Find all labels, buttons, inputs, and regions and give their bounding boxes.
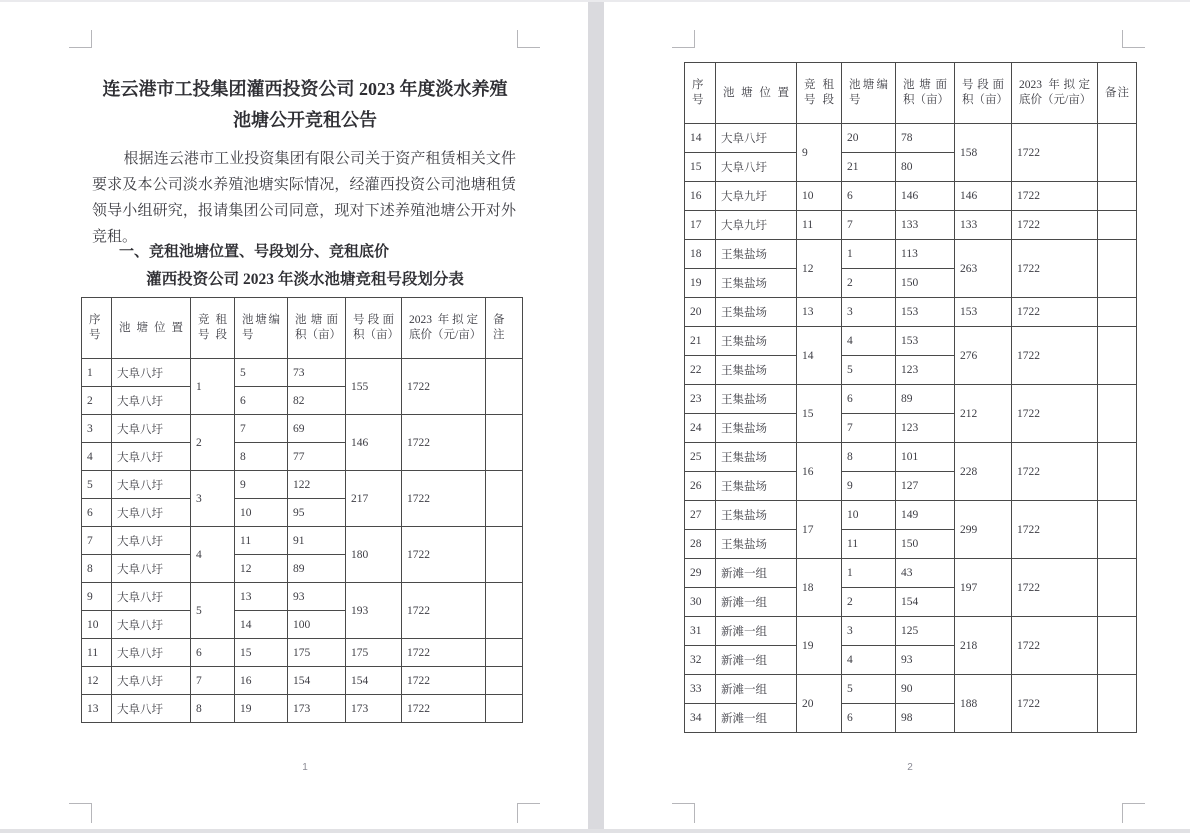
cell-pond-location: 新滩一组 xyxy=(716,646,797,675)
cell-pond-number: 8 xyxy=(842,443,896,472)
cell-pond-area: 91 xyxy=(288,527,346,555)
cell-pond-location: 王集盐场 xyxy=(716,356,797,385)
crop-mark-page2-bottom-right xyxy=(1122,803,1145,823)
cell-serial-number: 17 xyxy=(685,211,716,240)
cell-segment-area: 217 xyxy=(346,471,402,527)
cell-pond-area: 69 xyxy=(288,415,346,443)
cell-serial-number: 10 xyxy=(82,611,112,639)
table-row xyxy=(685,501,1137,530)
cell-segment-area: 197 xyxy=(955,559,1012,617)
cell-segment-area: 180 xyxy=(346,527,402,583)
pond-table-page1 xyxy=(81,297,523,723)
cell-pond-number: 7 xyxy=(842,211,896,240)
crop-mark-page2-bottom-left xyxy=(672,803,695,823)
cell-serial-number: 25 xyxy=(685,443,716,472)
cell-pond-number: 3 xyxy=(842,617,896,646)
cell-pond-location: 大阜八圩 xyxy=(112,359,191,387)
cell-base-price: 1722 xyxy=(1012,211,1098,240)
cell-bid-segment: 20 xyxy=(797,675,842,733)
cell-serial-number: 23 xyxy=(685,385,716,414)
cell-pond-number: 9 xyxy=(842,472,896,501)
cell-base-price: 1722 xyxy=(1012,327,1098,385)
cell-pond-location: 大阜八圩 xyxy=(716,124,797,153)
cell-serial-number: 24 xyxy=(685,414,716,443)
table-row xyxy=(82,667,523,695)
cell-pond-area: 127 xyxy=(896,472,955,501)
cell-pond-area: 43 xyxy=(896,559,955,588)
page-number-1: 1 xyxy=(302,762,308,773)
cell-pond-location: 王集盐场 xyxy=(716,385,797,414)
cell-pond-location: 大阜九圩 xyxy=(716,182,797,211)
cell-note xyxy=(1098,211,1137,240)
cell-pond-location: 大阜八圩 xyxy=(112,611,191,639)
table-row xyxy=(82,583,523,611)
cell-pond-area: 89 xyxy=(288,555,346,583)
cell-pond-area: 125 xyxy=(896,617,955,646)
cell-serial-number: 27 xyxy=(685,501,716,530)
crop-mark-page1-top-left xyxy=(69,30,92,48)
cell-segment-area: 146 xyxy=(346,415,402,471)
cell-base-price: 1722 xyxy=(1012,501,1098,559)
cell-pond-number: 7 xyxy=(842,414,896,443)
cell-pond-location: 大阜八圩 xyxy=(112,639,191,667)
cell-pond-location: 大阜八圩 xyxy=(112,695,191,723)
cell-pond-number: 5 xyxy=(842,675,896,704)
cell-serial-number: 34 xyxy=(685,704,716,733)
cell-bid-segment: 6 xyxy=(191,639,235,667)
cell-segment-area: 175 xyxy=(346,639,402,667)
cell-pond-number: 7 xyxy=(235,415,288,443)
cell-note xyxy=(486,667,523,695)
table-row xyxy=(82,359,523,387)
cell-bid-segment: 14 xyxy=(797,327,842,385)
table-row xyxy=(685,124,1137,153)
table-header-cell: 竞租号段 xyxy=(191,298,235,359)
cell-note xyxy=(1098,501,1137,559)
cell-pond-number: 2 xyxy=(842,269,896,298)
cell-pond-area: 95 xyxy=(288,499,346,527)
crop-mark-page2-top-right xyxy=(1122,30,1145,48)
cell-serial-number: 26 xyxy=(685,472,716,501)
cell-note xyxy=(1098,182,1137,211)
cell-pond-number: 21 xyxy=(842,153,896,182)
cell-pond-location: 王集盐场 xyxy=(716,472,797,501)
cell-pond-number: 11 xyxy=(235,527,288,555)
page-number-2: 2 xyxy=(907,762,913,773)
cell-segment-area: 133 xyxy=(955,211,1012,240)
table-header-cell: 池塘编号 xyxy=(235,298,288,359)
cell-pond-area: 101 xyxy=(896,443,955,472)
cell-pond-area: 133 xyxy=(896,211,955,240)
cell-pond-area: 77 xyxy=(288,443,346,471)
cell-base-price: 1722 xyxy=(402,695,486,723)
cell-note xyxy=(1098,298,1137,327)
cell-serial-number: 6 xyxy=(82,499,112,527)
cell-bid-segment: 19 xyxy=(797,617,842,675)
cell-base-price: 1722 xyxy=(402,639,486,667)
cell-pond-location: 王集盐场 xyxy=(716,298,797,327)
viewer-top-edge xyxy=(0,0,1190,2)
cell-pond-number: 10 xyxy=(235,499,288,527)
cell-serial-number: 19 xyxy=(685,269,716,298)
cell-note xyxy=(1098,124,1137,182)
cell-segment-area: 155 xyxy=(346,359,402,415)
cell-pond-area: 154 xyxy=(288,667,346,695)
cell-bid-segment: 3 xyxy=(191,471,235,527)
cell-segment-area: 158 xyxy=(955,124,1012,182)
cell-pond-area: 149 xyxy=(896,501,955,530)
table-header-cell: 备注 xyxy=(486,298,523,359)
cell-note xyxy=(1098,675,1137,733)
cell-bid-segment: 15 xyxy=(797,385,842,443)
cell-serial-number: 31 xyxy=(685,617,716,646)
cell-serial-number: 21 xyxy=(685,327,716,356)
table-row xyxy=(685,617,1137,646)
cell-bid-segment: 13 xyxy=(797,298,842,327)
cell-pond-area: 73 xyxy=(288,359,346,387)
cell-base-price: 1722 xyxy=(1012,182,1098,211)
table-row xyxy=(685,675,1137,704)
cell-note xyxy=(1098,617,1137,675)
cell-bid-segment: 10 xyxy=(797,182,842,211)
cell-serial-number: 9 xyxy=(82,583,112,611)
table-header-cell: 池塘位置 xyxy=(112,298,191,359)
cell-serial-number: 11 xyxy=(82,639,112,667)
cell-segment-area: 154 xyxy=(346,667,402,695)
table-row xyxy=(685,240,1137,269)
table-row xyxy=(685,211,1137,240)
cell-pond-area: 150 xyxy=(896,530,955,559)
cell-pond-area: 90 xyxy=(896,675,955,704)
cell-base-price: 1722 xyxy=(402,527,486,583)
cell-pond-area: 146 xyxy=(896,182,955,211)
cell-serial-number: 4 xyxy=(82,443,112,471)
table-row xyxy=(82,639,523,667)
table-header-row xyxy=(685,63,1137,124)
cell-segment-area: 212 xyxy=(955,385,1012,443)
cell-pond-location: 王集盐场 xyxy=(716,327,797,356)
cell-pond-location: 新滩一组 xyxy=(716,675,797,704)
cell-bid-segment: 11 xyxy=(797,211,842,240)
cell-segment-area: 188 xyxy=(955,675,1012,733)
cell-serial-number: 22 xyxy=(685,356,716,385)
cell-pond-area: 123 xyxy=(896,414,955,443)
cell-pond-area: 175 xyxy=(288,639,346,667)
cell-serial-number: 32 xyxy=(685,646,716,675)
document-title xyxy=(92,74,518,136)
cell-pond-number: 1 xyxy=(842,240,896,269)
cell-base-price: 1722 xyxy=(1012,124,1098,182)
cell-pond-location: 新滩一组 xyxy=(716,588,797,617)
cell-pond-number: 13 xyxy=(235,583,288,611)
cell-pond-area: 123 xyxy=(896,356,955,385)
cell-serial-number: 18 xyxy=(685,240,716,269)
cell-pond-number: 19 xyxy=(235,695,288,723)
cell-pond-location: 大阜八圩 xyxy=(112,499,191,527)
cell-serial-number: 20 xyxy=(685,298,716,327)
cell-pond-area: 80 xyxy=(896,153,955,182)
cell-pond-number: 5 xyxy=(842,356,896,385)
cell-segment-area: 153 xyxy=(955,298,1012,327)
cell-pond-location: 王集盐场 xyxy=(716,501,797,530)
cell-bid-segment: 5 xyxy=(191,583,235,639)
cell-base-price: 1722 xyxy=(1012,385,1098,443)
table-header-cell: 2023 年拟定底价（元/亩） xyxy=(1012,63,1098,124)
table-title: 灌西投资公司 2023 年淡水池塘竞租号段划分表 xyxy=(146,271,464,288)
table-header-cell: 竞租号段 xyxy=(797,63,842,124)
cell-bid-segment: 8 xyxy=(191,695,235,723)
cell-pond-area: 93 xyxy=(288,583,346,611)
cell-pond-number: 4 xyxy=(842,327,896,356)
cell-pond-number: 6 xyxy=(842,385,896,414)
cell-pond-number: 14 xyxy=(235,611,288,639)
cell-note xyxy=(486,471,523,527)
table-row xyxy=(685,182,1137,211)
cell-pond-number: 16 xyxy=(235,667,288,695)
cell-base-price: 1722 xyxy=(402,359,486,415)
cell-pond-area: 93 xyxy=(896,646,955,675)
cell-bid-segment: 2 xyxy=(191,415,235,471)
cell-base-price: 1722 xyxy=(1012,298,1098,327)
cell-base-price: 1722 xyxy=(402,471,486,527)
table-header-cell: 序号 xyxy=(82,298,112,359)
cell-pond-area: 98 xyxy=(896,704,955,733)
cell-serial-number: 3 xyxy=(82,415,112,443)
cell-pond-location: 新滩一组 xyxy=(716,617,797,646)
cell-pond-number: 6 xyxy=(842,704,896,733)
cell-bid-segment: 4 xyxy=(191,527,235,583)
crop-mark-page1-top-right xyxy=(517,30,540,48)
cell-note xyxy=(1098,240,1137,298)
cell-pond-number: 12 xyxy=(235,555,288,583)
cell-pond-area: 154 xyxy=(896,588,955,617)
cell-segment-area: 276 xyxy=(955,327,1012,385)
cell-base-price: 1722 xyxy=(1012,240,1098,298)
cell-pond-area: 100 xyxy=(288,611,346,639)
cell-serial-number: 14 xyxy=(685,124,716,153)
table-row xyxy=(82,415,523,443)
cell-segment-area: 173 xyxy=(346,695,402,723)
cell-serial-number: 29 xyxy=(685,559,716,588)
intro-paragraph: 根据连云港市工业投资集团有限公司关于资产租赁相关文件要求及本公司淡水养殖池塘实际情况，经灌西投资公司池塘租赁领导小组研究，报请集团公司同意，现对下述养殖池塘公开对外竞租。 xyxy=(92,151,516,245)
table-row xyxy=(685,327,1137,356)
cell-base-price: 1722 xyxy=(1012,559,1098,617)
table-header-cell: 池塘位置 xyxy=(716,63,797,124)
cell-base-price: 1722 xyxy=(1012,443,1098,501)
cell-pond-number: 8 xyxy=(235,443,288,471)
cell-base-price: 1722 xyxy=(402,667,486,695)
cell-serial-number: 30 xyxy=(685,588,716,617)
cell-pond-number: 3 xyxy=(842,298,896,327)
cell-pond-location: 大阜八圩 xyxy=(112,415,191,443)
crop-mark-page1-bottom-right xyxy=(517,803,540,823)
table-header-cell: 号段面积（亩） xyxy=(346,298,402,359)
table-row xyxy=(685,298,1137,327)
cell-pond-location: 大阜八圩 xyxy=(112,667,191,695)
cell-pond-number: 2 xyxy=(842,588,896,617)
cell-note xyxy=(1098,559,1137,617)
cell-pond-location: 大阜九圩 xyxy=(716,211,797,240)
cell-base-price: 1722 xyxy=(1012,675,1098,733)
table-header-cell: 池塘编号 xyxy=(842,63,896,124)
cell-pond-number: 11 xyxy=(842,530,896,559)
cell-serial-number: 7 xyxy=(82,527,112,555)
cell-pond-location: 大阜八圩 xyxy=(112,583,191,611)
cell-pond-area: 150 xyxy=(896,269,955,298)
cell-serial-number: 15 xyxy=(685,153,716,182)
cell-pond-number: 5 xyxy=(235,359,288,387)
table-row xyxy=(685,385,1137,414)
table-header-cell: 号段面积（亩） xyxy=(955,63,1012,124)
cell-pond-location: 大阜八圩 xyxy=(112,443,191,471)
cell-bid-segment: 18 xyxy=(797,559,842,617)
cell-serial-number: 33 xyxy=(685,675,716,704)
cell-note xyxy=(1098,385,1137,443)
crop-mark-page2-top-left xyxy=(672,30,695,48)
cell-segment-area: 228 xyxy=(955,443,1012,501)
table-row xyxy=(82,471,523,499)
cell-pond-area: 78 xyxy=(896,124,955,153)
cell-pond-area: 113 xyxy=(896,240,955,269)
cell-note xyxy=(486,583,523,639)
document-title-line1: 连云港市工投集团灌西投资公司 2023 年度淡水养殖 xyxy=(102,79,508,99)
cell-base-price: 1722 xyxy=(402,583,486,639)
cell-segment-area: 299 xyxy=(955,501,1012,559)
table-row xyxy=(685,559,1137,588)
cell-serial-number: 16 xyxy=(685,182,716,211)
cell-bid-segment: 9 xyxy=(797,124,842,182)
cell-bid-segment: 12 xyxy=(797,240,842,298)
cell-pond-number: 10 xyxy=(842,501,896,530)
cell-pond-location: 王集盐场 xyxy=(716,530,797,559)
cell-pond-location: 王集盐场 xyxy=(716,443,797,472)
cell-bid-segment: 17 xyxy=(797,501,842,559)
cell-base-price: 1722 xyxy=(402,415,486,471)
cell-pond-number: 1 xyxy=(842,559,896,588)
cell-pond-area: 173 xyxy=(288,695,346,723)
cell-pond-area: 122 xyxy=(288,471,346,499)
table-row xyxy=(82,527,523,555)
cell-pond-number: 6 xyxy=(235,387,288,415)
page-gap-divider xyxy=(588,0,604,833)
table-row xyxy=(685,443,1137,472)
cell-note xyxy=(486,359,523,415)
document-title-line2: 池塘公开竞租公告 xyxy=(233,110,377,130)
crop-mark-page1-bottom-left xyxy=(69,803,92,823)
viewer-bottom-edge xyxy=(0,829,1190,833)
cell-bid-segment: 7 xyxy=(191,667,235,695)
cell-pond-area: 82 xyxy=(288,387,346,415)
cell-segment-area: 263 xyxy=(955,240,1012,298)
cell-base-price: 1722 xyxy=(1012,617,1098,675)
cell-pond-area: 153 xyxy=(896,298,955,327)
cell-serial-number: 5 xyxy=(82,471,112,499)
table-header-cell: 2023 年拟定底价（元/亩） xyxy=(402,298,486,359)
cell-pond-location: 大阜八圩 xyxy=(112,387,191,415)
cell-pond-location: 王集盐场 xyxy=(716,269,797,298)
cell-pond-location: 大阜八圩 xyxy=(716,153,797,182)
cell-serial-number: 13 xyxy=(82,695,112,723)
cell-bid-segment: 16 xyxy=(797,443,842,501)
cell-note xyxy=(486,639,523,667)
table-header-cell: 池塘面积（亩） xyxy=(896,63,955,124)
table-header-row xyxy=(82,298,523,359)
pond-table-page2 xyxy=(684,62,1137,733)
cell-note xyxy=(486,415,523,471)
cell-pond-area: 153 xyxy=(896,327,955,356)
cell-pond-location: 大阜八圩 xyxy=(112,555,191,583)
cell-pond-number: 15 xyxy=(235,639,288,667)
cell-note xyxy=(1098,443,1137,501)
cell-bid-segment: 1 xyxy=(191,359,235,415)
cell-serial-number: 2 xyxy=(82,387,112,415)
table-header-cell: 备注 xyxy=(1098,63,1137,124)
cell-pond-location: 大阜八圩 xyxy=(112,527,191,555)
cell-segment-area: 218 xyxy=(955,617,1012,675)
table-header-cell: 序号 xyxy=(685,63,716,124)
cell-pond-location: 王集盐场 xyxy=(716,240,797,269)
section-heading: 一、竞租池塘位置、号段划分、竞租底价 xyxy=(119,244,390,260)
cell-pond-location: 王集盐场 xyxy=(716,414,797,443)
cell-note xyxy=(1098,327,1137,385)
cell-note xyxy=(486,527,523,583)
cell-pond-number: 6 xyxy=(842,182,896,211)
cell-serial-number: 1 xyxy=(82,359,112,387)
cell-segment-area: 146 xyxy=(955,182,1012,211)
cell-pond-location: 新滩一组 xyxy=(716,559,797,588)
cell-note xyxy=(486,695,523,723)
cell-serial-number: 28 xyxy=(685,530,716,559)
table-row xyxy=(82,695,523,723)
cell-pond-number: 9 xyxy=(235,471,288,499)
cell-pond-area: 89 xyxy=(896,385,955,414)
cell-segment-area: 193 xyxy=(346,583,402,639)
table-header-cell: 池塘面积（亩） xyxy=(288,298,346,359)
cell-pond-number: 20 xyxy=(842,124,896,153)
cell-pond-number: 4 xyxy=(842,646,896,675)
cell-serial-number: 8 xyxy=(82,555,112,583)
cell-serial-number: 12 xyxy=(82,667,112,695)
cell-pond-location: 大阜八圩 xyxy=(112,471,191,499)
cell-pond-location: 新滩一组 xyxy=(716,704,797,733)
